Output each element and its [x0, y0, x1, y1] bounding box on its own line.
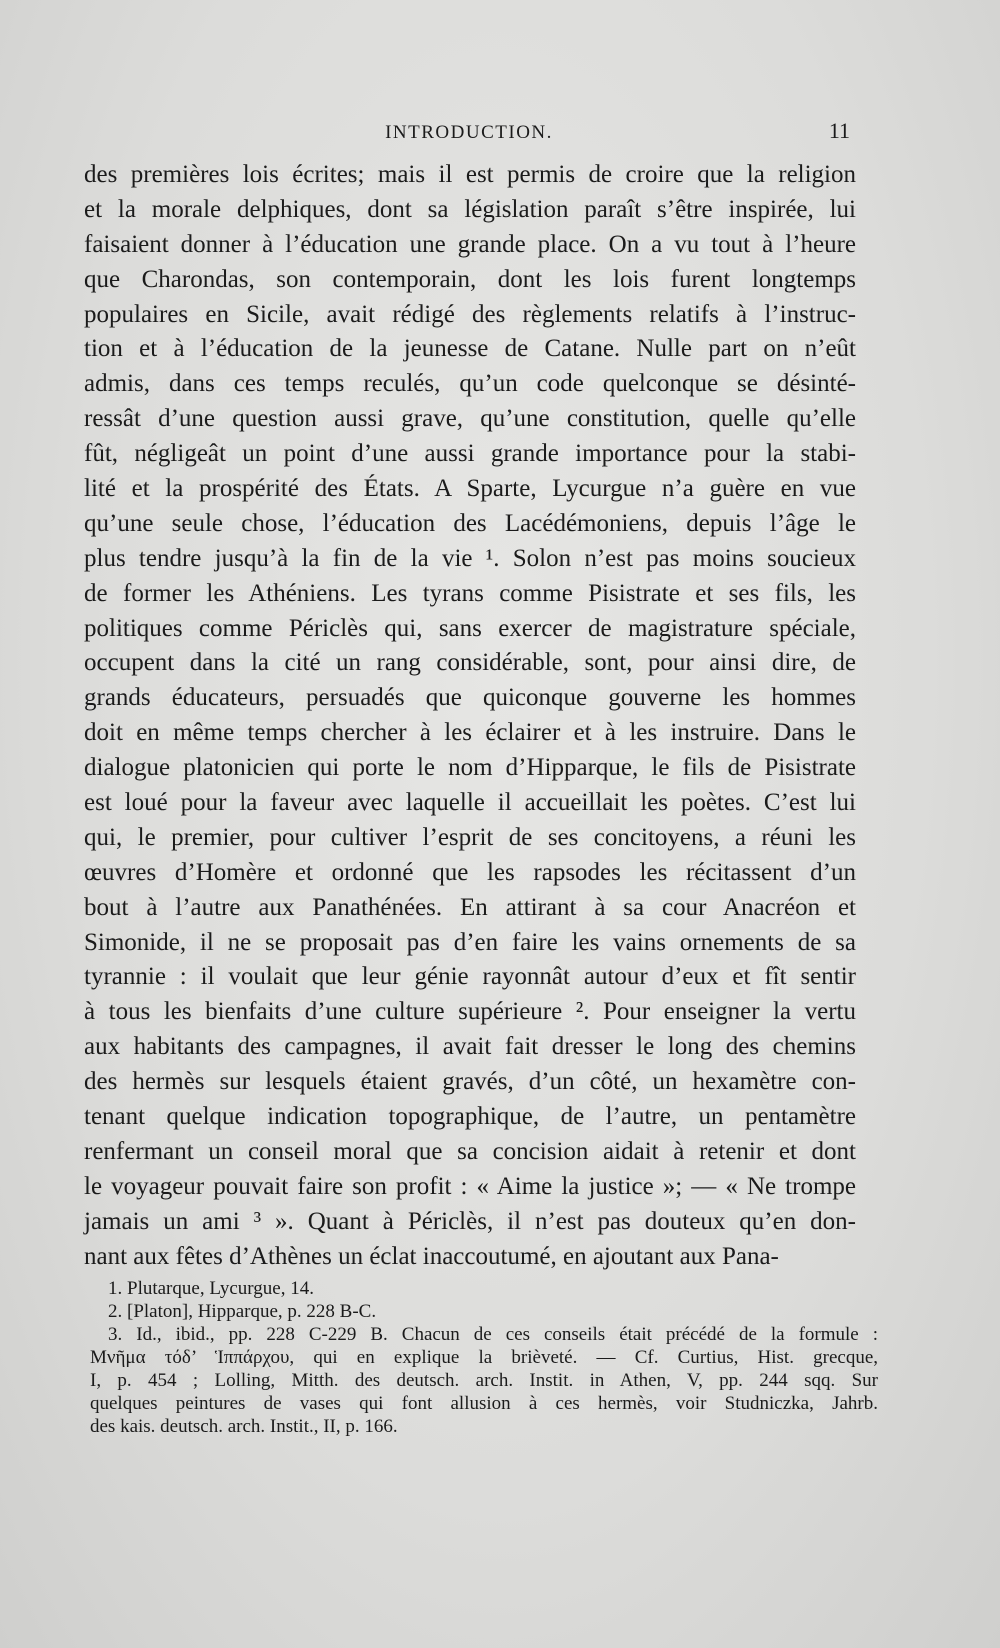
footnote-line: 3. Id., ibid., pp. 228 C-229 B. Chacun de ces conseils était précédé de la formule : — [108, 1324, 878, 1345]
body-line: bout à l’autre aux Panathénées. En attirant à sa cour Anacréon et — [84, 893, 856, 921]
footnote-line: quelques peintures de vases qui font allusion à ces hermès, voir Studniczka, Jahrb. — [90, 1393, 878, 1414]
body-text — [84, 158, 856, 1275]
body-line: le voyageur pouvait faire son profit : « Aime la justice »; — « Ne trompe — [84, 1172, 856, 1200]
body-line: de former les Athéniens. Les tyrans comme Pisistrate et ses fils, les — [84, 579, 856, 607]
body-line: renfermant un conseil moral que sa concision aidait à retenir et dont — [84, 1137, 856, 1165]
body-line: faisaient donner à l’éducation une grande place. On a vu tout à l’heure — [84, 230, 856, 258]
footnote-line: des kais. deutsch. arch. Instit., II, p. 166. — [90, 1416, 398, 1437]
footnote-line: 1. Plutarque, Lycurgue, 14. — [108, 1278, 314, 1299]
body-line: qui, le premier, pour cultiver l’esprit de ses concitoyens, a réuni les — [84, 823, 856, 851]
body-line: que Charondas, son contemporain, dont les lois furent longtemps — [84, 265, 856, 293]
body-line: tion et à l’éducation de la jeunesse de Catane. Nulle part on n’eût — [84, 335, 856, 363]
body-line: qu’une seule chose, l’éducation des Lacédémoniens, depuis l’âge le — [84, 509, 856, 537]
footnote-line: I, p. 454 ; Lolling, Mitth. des deutsch. arch. Instit. in Athen, V, pp. 244 sqq. Sur — [90, 1370, 878, 1391]
body-line: fût, négligeât un point d’une aussi grande importance pour la stabi- — [84, 440, 856, 468]
body-line: tyrannie : il voulait que leur génie rayonnât autour d’eux et fît sentir — [84, 963, 856, 991]
body-line: œuvres d’Homère et ordonné que les rapsodes les récitassent d’un — [84, 858, 856, 886]
footnote-line: Μνῆμα τόδ’ Ἱππάρχου, qui en explique la brièveté. — Cf. Curtius, Hist. grecque, — [90, 1347, 878, 1368]
body-line: jamais un ami ³ ». Quant à Périclès, il n’est pas douteux qu’en don- — [84, 1207, 856, 1235]
body-line: ressât d’une question aussi grave, qu’une constitution, quelle qu’elle — [84, 405, 856, 433]
footnotes — [90, 1277, 878, 1438]
body-line: grands éducateurs, persuadés que quiconque gouverne les hommes — [84, 684, 856, 712]
body-line: nant aux fêtes d’Athènes un éclat inaccoutumé, en ajoutant aux Pana- — [84, 1242, 779, 1270]
body-line: plus tendre jusqu’à la fin de la vie ¹. Solon n’est pas moins soucieux — [84, 544, 856, 572]
body-line: dialogue platonicien qui porte le nom d’Hipparque, le fils de Pisistrate — [84, 754, 856, 782]
body-line: admis, dans ces temps reculés, qu’un code quelconque se désinté- — [84, 370, 856, 398]
running-title: INTRODUCTION. — [385, 122, 553, 143]
body-line: et la morale delphiques, dont sa législation paraît s’être inspirée, lui — [84, 195, 856, 223]
body-line: Simonide, il ne se proposait pas d’en faire les vains ornements de sa — [84, 928, 856, 956]
body-line: à tous les bienfaits d’une culture supérieure ². Pour enseigner la vertu — [84, 998, 856, 1026]
page-header — [88, 118, 850, 148]
body-line: lité et la prospérité des États. A Sparte, Lycurgue n’a guère en vue — [84, 475, 856, 503]
body-line: des hermès sur lesquels étaient gravés, d’un côté, un hexamètre con- — [84, 1068, 856, 1096]
body-line: aux habitants des campagnes, il avait fait dresser le long des chemins — [84, 1033, 856, 1061]
body-line: est loué pour la faveur avec laquelle il accueillait les poètes. C’est lui — [84, 789, 856, 817]
page-number: 11 — [828, 118, 850, 143]
body-line: des premières lois écrites; mais il est permis de croire que la religion — [84, 161, 856, 188]
body-line: populaires en Sicile, avait rédigé des règlements relatifs à l’instruc- — [84, 300, 856, 328]
body-line: politiques comme Périclès qui, sans exercer de magistrature spéciale, — [84, 614, 856, 642]
body-line: tenant quelque indication topographique, de l’autre, un pentamètre — [84, 1103, 856, 1131]
footnote-line: 2. [Platon], Hipparque, p. 228 B-C. — [108, 1301, 377, 1322]
body-line: occupent dans la cité un rang considérable, sont, pour ainsi dire, de — [84, 649, 856, 677]
body-line: doit en même temps chercher à les éclairer et à les instruire. Dans le — [84, 719, 856, 747]
